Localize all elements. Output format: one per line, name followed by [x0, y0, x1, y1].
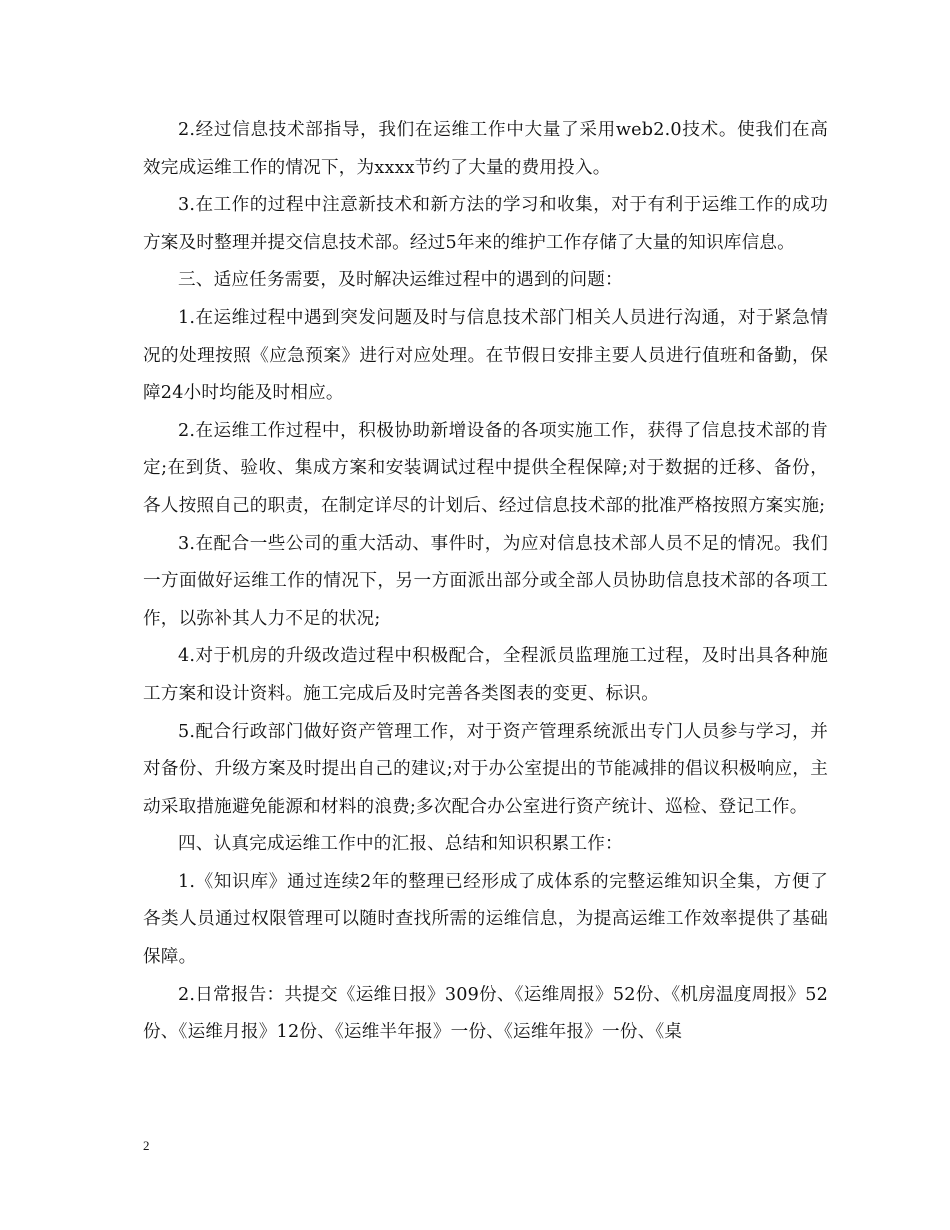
paragraph-item-4-machine-room: 4.对于机房的升级改造过程中积极配合，全程派员监理施工过程，及时出具各种施工方案和设计资料。施工完成后及时完善各类图表的变更、标识。 — [143, 646, 828, 704]
paragraph-item-1-emergency: 1.在运维过程中遇到突发问题及时与信息技术部门相关人员进行沟通，对于紧急情况的处理按照《应急预案》进行对应处理。在节假日安排主要人员进行值班和备勤，保障24小时均能及时相应。 — [143, 307, 828, 404]
paragraph-item-1-knowledge-base: 1.《知识库》通过连续2年的整理已经形成了成体系的完整运维知识全集，方便了各类人员通过权限管理可以随时查找所需的运维信息，为提高运维工作效率提供了基础保障。 — [143, 871, 828, 968]
section-heading-four: 四、认真完成运维工作中的汇报、总结和知识积累工作： — [178, 834, 623, 855]
paragraph-item-3-new-tech: 3.在工作的过程中注意新技术和新方法的学习和收集，对于有利于运维工作的成功方案及时整理并提交信息技术部。经过5年来的维护工作存储了大量的知识库信息。 — [143, 195, 828, 253]
page-number: 2 — [143, 1138, 150, 1153]
section-heading-three: 三、适应任务需要，及时解决运维过程中的遇到的问题： — [178, 270, 623, 291]
paragraph-item-2-web20: 2.经过信息技术部指导，我们在运维工作中大量了采用web2.0技术。使我们在高效完成运维工作的情况下，为xxxx节约了大量的费用投入。 — [143, 120, 828, 178]
paragraph-item-5-asset-management: 5.配合行政部门做好资产管理工作，对于资产管理系统派出专门人员参与学习，并对备份、升级方案及时提出自己的建议;对于办公室提出的节能减排的倡议积极响应，主动采取措施避免能源和材料的浪费;多次配合办公室进行资产统计、巡检、登记工作。 — [143, 721, 828, 817]
document-body — [143, 112, 828, 1052]
paragraph-item-3-major-events: 3.在配合一些公司的重大活动、事件时，为应对信息技术部人员不足的情况。我们一方面做好运维工作的情况下，另一方面派出部分或全部人员协助信息技术部的各项工作，以弥补其人力不足的状况; — [143, 533, 828, 629]
paragraph-item-2-new-equipment: 2.在运维工作过程中，积极协助新增设备的各项实施工作，获得了信息技术部的肯定;在到货、验收、集成方案和安装调试过程中提供全程保障;对于数据的迁移、备份，各人按照自己的职责，在制定详尽的计划后、经过信息技术部的批准严格按照方案实施; — [143, 420, 828, 516]
paragraph-item-2-daily-reports: 2.日常报告：共提交《运维日报》309份、《运维周报》52份、《机房温度周报》52份、《运维月报》12份、《运维半年报》一份、《运维年报》一份、《桌 — [143, 984, 828, 1043]
